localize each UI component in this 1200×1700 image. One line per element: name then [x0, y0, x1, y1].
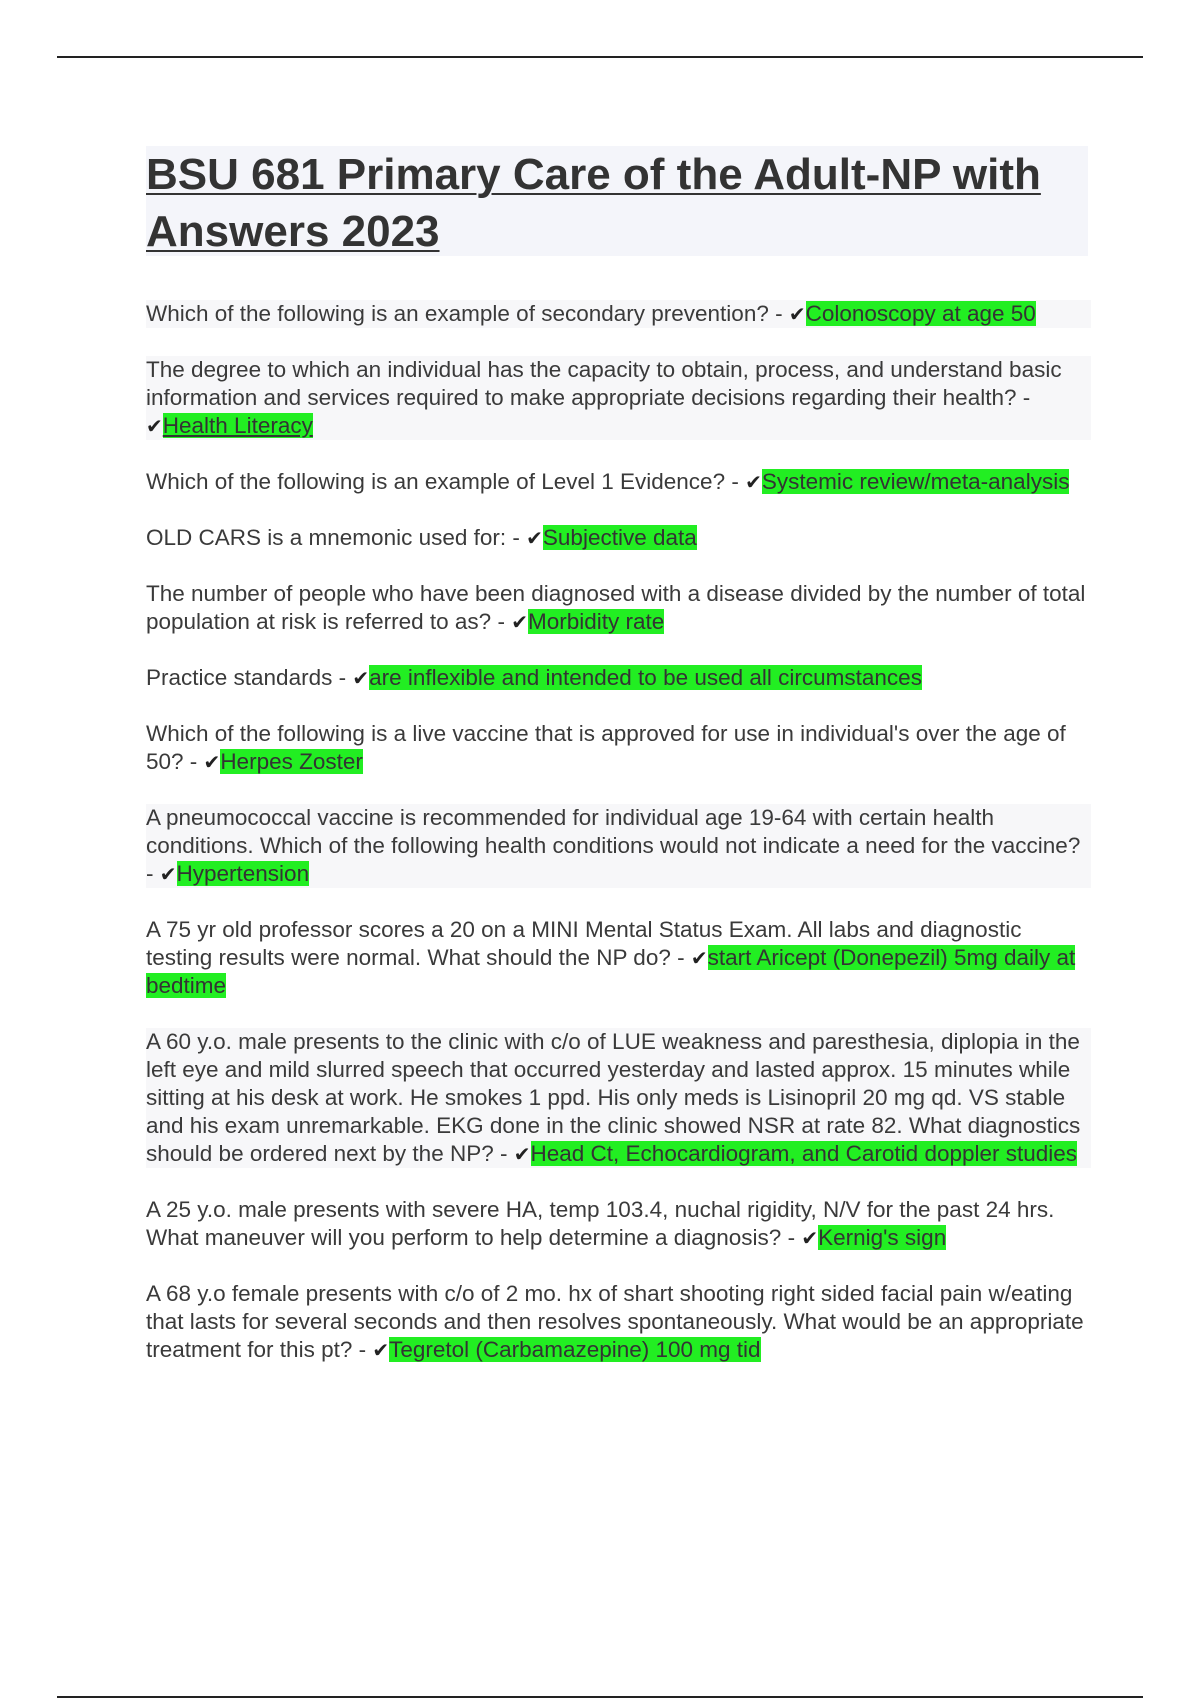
- separator: -: [183, 749, 204, 774]
- check-icon: ✔: [146, 414, 163, 438]
- separator: -: [768, 301, 789, 326]
- answer-highlight: Morbidity rate: [527, 609, 665, 634]
- answer-highlight: are inflexible and intended to be used all circumstances: [369, 665, 922, 690]
- answer-highlight: Subjective data: [542, 525, 697, 550]
- qa-item: [146, 1280, 1091, 1364]
- qa-item: [146, 804, 1091, 888]
- check-icon: ✔: [788, 302, 806, 326]
- top-rule: [57, 56, 1143, 58]
- question-text: A 60 y.o. male presents to the clinic with c/o of LUE weakness and paresthesia, diplopia in the left eye and mild slurred speech that occurred yesterday and lasted approx. 15 minutes while sitting at his desk at work. He smokes 1 ppd. His only meds is Lisinopril 20 mg qd. VS stable and his exam unremarkable. EKG done in the clinic showed NSR at rate 82. What diagnostics should be ordered next by the NP?: [146, 1029, 1081, 1166]
- qa-item: [146, 720, 1091, 776]
- check-icon: ✔: [690, 946, 708, 970]
- question-text: The degree to which an individual has the capacity to obtain, process, and understand basic information and services required to make appropriate decisions regarding their health?: [146, 357, 1062, 410]
- qa-item: [146, 1028, 1091, 1168]
- separator: -: [781, 1225, 802, 1250]
- answer-highlight: Colonoscopy at age 50: [805, 301, 1036, 326]
- separator: -: [725, 469, 746, 494]
- answer-highlight: Head Ct, Echocardiogram, and Carotid doppler studies: [530, 1141, 1078, 1166]
- qa-item: [146, 1196, 1091, 1252]
- question-text: Practice standards: [146, 665, 333, 690]
- check-icon: ✔: [159, 862, 177, 886]
- question-text: A 75 yr old professor scores a 20 on a MINI Mental Status Exam. All labs and diagnostic testing results were normal. What should the NP do?: [146, 917, 1022, 970]
- question-text: Which of the following is an example of secondary prevention?: [146, 301, 769, 326]
- question-text: A 25 y.o. male presents with severe HA, temp 103.4, nuchal rigidity, N/V for the past 24 hrs. What maneuver will you perform to help determine a diagnosis?: [146, 1197, 1055, 1250]
- bottom-rule: [57, 1696, 1143, 1698]
- check-icon: ✔: [372, 1338, 390, 1362]
- qa-item: [146, 580, 1091, 636]
- question-text: OLD CARS is a mnemonic used for:: [146, 525, 507, 550]
- check-icon: ✔: [511, 610, 528, 634]
- question-text: A pneumococcal vaccine is recommended for individual age 19-64 with certain health conditions. Which of the following health conditions would not indicate a need for the vaccine?: [146, 805, 1081, 858]
- qa-item: [146, 524, 1091, 552]
- answer-highlight: Hypertension: [176, 861, 310, 886]
- document-title: BSU 681 Primary Care of the Adult-NP with Answers 2023: [146, 150, 1041, 256]
- question-text: Which of the following is a live vaccine that is approved for use in individual's over the age of 50?: [146, 721, 1066, 774]
- qa-item: [146, 300, 1091, 328]
- qa-list: [146, 300, 1091, 1392]
- check-icon: ✔: [352, 666, 370, 690]
- separator: -: [493, 1141, 514, 1166]
- separator: -: [146, 861, 160, 886]
- separator: -: [670, 945, 691, 970]
- question-text: Which of the following is an example of Level 1 Evidence?: [146, 469, 726, 494]
- separator: -: [491, 609, 512, 634]
- qa-item: [146, 468, 1091, 496]
- answer-highlight: Health Literacy: [162, 413, 313, 438]
- answer-highlight: Systemic review/meta-analysis: [761, 469, 1070, 494]
- qa-item: [146, 664, 1091, 692]
- answer-highlight: Tegretol (Carbamazepine) 100 mg tid: [389, 1337, 761, 1362]
- separator: -: [332, 665, 353, 690]
- check-icon: ✔: [745, 470, 762, 494]
- title-block: [146, 146, 1088, 256]
- check-icon: ✔: [526, 526, 543, 550]
- separator: -: [352, 1337, 373, 1362]
- check-icon: ✔: [801, 1226, 819, 1250]
- separator: -: [506, 525, 527, 550]
- check-icon: ✔: [203, 750, 221, 774]
- check-icon: ✔: [513, 1142, 531, 1166]
- answer-highlight: start Aricept (Donepezil) 5mg daily at bedtime: [146, 945, 1076, 998]
- question-text: A 68 y.o female presents with c/o of 2 mo. hx of shart shooting right sided facial pain w/eating that lasts for several seconds and then resolves spontaneously. What would be an appropriate treatment for this pt?: [146, 1281, 1084, 1362]
- qa-item: [146, 356, 1091, 440]
- question-text: The number of people who have been diagnosed with a disease divided by the number of total population at risk is referred to as?: [146, 581, 1086, 634]
- qa-item: [146, 916, 1091, 1000]
- separator: -: [1016, 385, 1031, 410]
- answer-highlight: Herpes Zoster: [220, 749, 363, 774]
- answer-highlight: Kernig's sign: [818, 1225, 947, 1250]
